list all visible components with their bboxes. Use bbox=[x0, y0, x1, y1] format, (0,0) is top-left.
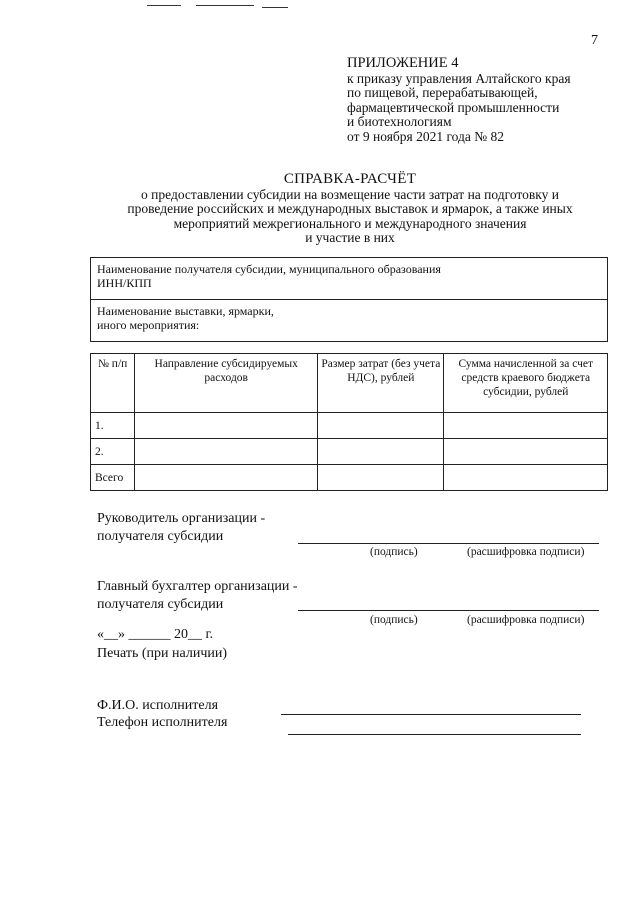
signature-caption: (подпись) bbox=[370, 614, 418, 626]
accountant-label bbox=[97, 578, 298, 614]
row-number: 1. bbox=[91, 413, 135, 439]
table-cell bbox=[135, 413, 318, 439]
table-row bbox=[91, 413, 608, 439]
document-subtitle-line: проведение российских и международных выставок и ярмарок, а также иных bbox=[127, 201, 573, 216]
event-label: иного мероприятия: bbox=[97, 318, 200, 332]
event-label: Наименование выставки, ярмарки, bbox=[97, 304, 274, 318]
decoding-caption: (расшифровка подписи) bbox=[467, 614, 585, 626]
recipient-label: Наименование получателя субсидии, муниципального образования bbox=[97, 262, 441, 276]
appendix-line: к приказу управления Алтайского края bbox=[347, 70, 571, 86]
row-number: 2. bbox=[91, 439, 135, 465]
column-header-number: № п/п bbox=[91, 354, 135, 413]
total-label: Всего bbox=[91, 465, 135, 491]
accountant-label-line: получателя субсидии bbox=[97, 597, 224, 612]
scan-mark bbox=[262, 7, 288, 8]
appendix-line: фармацевтической промышленности bbox=[347, 99, 560, 115]
scan-mark bbox=[196, 5, 254, 6]
table-row bbox=[91, 439, 608, 465]
document-subtitle-line: и участие в них bbox=[305, 230, 395, 245]
director-label-line: Руководитель организации - bbox=[97, 511, 266, 526]
appendix-heading: ПРИЛОЖЕНИЕ 4 bbox=[347, 55, 459, 71]
document-subtitle-line: мероприятий межрегионального и международного значения bbox=[173, 215, 527, 231]
signature-caption: (подпись) bbox=[370, 546, 418, 558]
table-cell bbox=[444, 413, 608, 439]
table-cell bbox=[318, 413, 444, 439]
document-title: СПРАВКА-РАСЧЁТ bbox=[283, 171, 417, 187]
table-cell bbox=[444, 439, 608, 465]
table-total-row bbox=[91, 465, 608, 491]
accountant-signature-line bbox=[298, 610, 599, 611]
column-header-subsidy: Сумма начисленной за счет средств краевого бюджета субсидии, рублей bbox=[444, 354, 608, 413]
event-cell bbox=[91, 300, 608, 342]
stamp-label: Печать (при наличии) bbox=[97, 646, 228, 661]
date-line: «__» ______ 20__ г. bbox=[97, 627, 214, 642]
column-header-cost: Размер затрат (без учета НДС), рублей bbox=[318, 354, 444, 413]
appendix-header bbox=[347, 56, 571, 144]
appendix-line: по пищевой, перерабатывающей, bbox=[347, 85, 538, 100]
recipient-info-table bbox=[90, 257, 608, 342]
appendix-line: и биотехнологиям bbox=[347, 114, 452, 129]
executor-phone-line bbox=[288, 734, 581, 735]
table-cell bbox=[318, 465, 444, 491]
executor-name-line bbox=[281, 714, 581, 715]
appendix-line: от 9 ноября 2021 года № 82 bbox=[347, 128, 505, 144]
table-cell bbox=[318, 439, 444, 465]
table-cell bbox=[135, 439, 318, 465]
executor-name-label: Ф.И.О. исполнителя bbox=[97, 698, 219, 713]
column-header-direction: Направление субсидируемых расходов bbox=[135, 354, 318, 413]
director-label bbox=[97, 510, 265, 546]
document-title-block bbox=[90, 172, 610, 246]
table-header-row bbox=[91, 354, 608, 413]
decoding-caption: (расшифровка подписи) bbox=[467, 546, 585, 558]
executor-phone-label: Телефон исполнителя bbox=[97, 715, 228, 730]
expenses-table bbox=[90, 353, 608, 491]
table-cell bbox=[135, 465, 318, 491]
table-cell bbox=[444, 465, 608, 491]
document-subtitle-line: о предоставлении субсидии на возмещение части затрат на подготовку и bbox=[141, 186, 559, 202]
scan-mark bbox=[147, 5, 181, 6]
director-signature-line bbox=[298, 543, 599, 544]
inn-kpp-label: ИНН/КПП bbox=[97, 276, 152, 290]
accountant-label-line: Главный бухгалтер организации - bbox=[97, 579, 298, 594]
director-label-line: получателя субсидии bbox=[97, 529, 224, 544]
recipient-cell bbox=[91, 258, 608, 300]
page-number: 7 bbox=[591, 33, 598, 48]
